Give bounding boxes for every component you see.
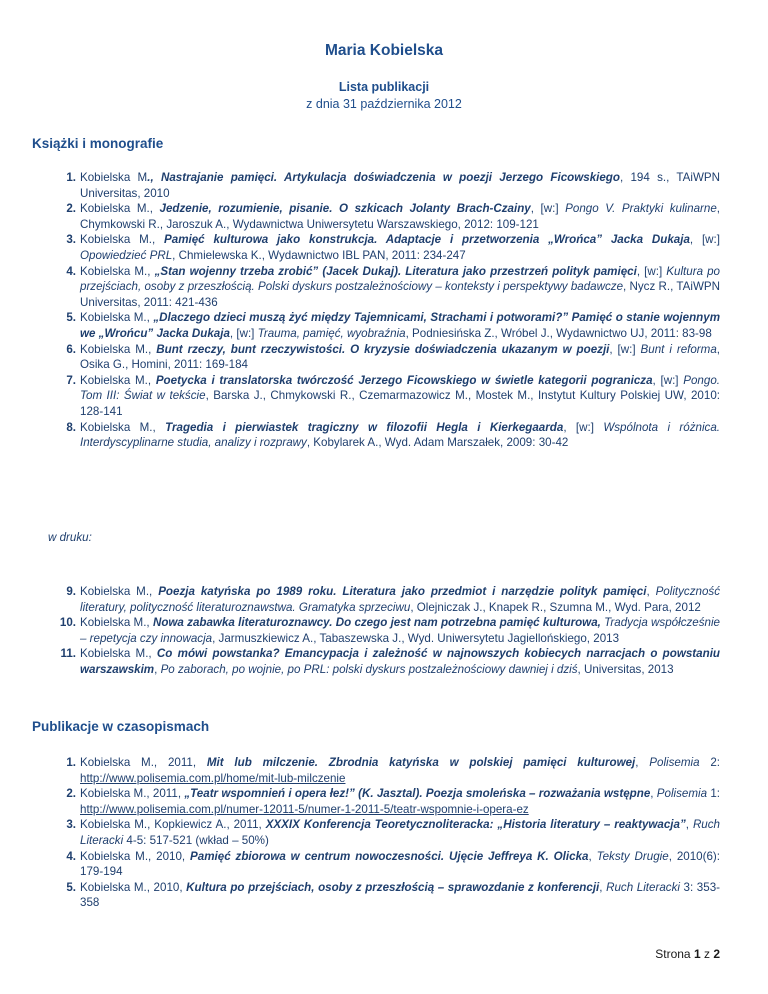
item-number: 1. — [66, 756, 76, 769]
item-separator: , [w:] — [636, 264, 667, 278]
list-item — [32, 615, 720, 646]
item-number: 8. — [66, 420, 76, 434]
list-item — [32, 264, 720, 311]
item-separator: , — [635, 756, 650, 769]
item-title: „Dlaczego dzieci muszą żyć między Tajemnicami, Strachami i potworami?” Pamięć o stanie wojennym we „Wrońcu” Jacka Dukaja — [80, 311, 721, 340]
item-title: „Teatr wspomnień i opera łez!” (K. Jasztal). Poezja smoleńska – rozważania wstępne — [184, 787, 651, 801]
item-separator: , — [650, 787, 657, 801]
item-title: Nowa zabawka literaturoznawcy. Do czego jest nam potrzebna pamięć kulturowa, — [152, 616, 601, 630]
item-separator: , — [685, 818, 693, 832]
item-details: , Chmielewska K., Wydawnictwo IBL PAN, 2011: 234-247 — [172, 248, 466, 262]
item-source: Opowiedzieć PRL — [80, 248, 173, 262]
author-name: Maria Kobielska — [324, 42, 444, 59]
list-item — [32, 420, 720, 451]
item-title: Poezja katyńska po 1989 roku. Literatura jako przedmiot i narzędzie polityk pamięci — [158, 585, 647, 598]
item-title: Pamięć zbiorowa w centrum nowoczesności. Ujęcie Jeffreya K. Olicka — [190, 849, 589, 863]
item-details: , Barska J., Chmykowski R., Czemarmazowicz M., Mostek M., Instytut Kultury Polskiej UW, 2010: 128-141 — [80, 389, 721, 418]
item-source: Polityczność literatury, polityczność literaturoznawstwa. Gramatyka sprzeciwu — [80, 585, 720, 614]
footer-separator: z — [700, 947, 714, 961]
item-link[interactable]: http://www.polisemia.com.pl/numer-12011-5/numer-1-2011-5/teatr-wspomnie-i-opera-ez — [80, 802, 529, 816]
list-item — [32, 232, 720, 263]
item-author: Kobielska M., — [80, 311, 154, 325]
item-title: Co mówi powstanka? Emancypacja i zależność w najnowszych kobiecych narracjach o powstaniu warszawskim — [80, 647, 721, 676]
item-details: 2: — [699, 756, 721, 769]
list-item — [32, 786, 720, 817]
item-number: 9. — [66, 585, 76, 598]
item-source: Bunt i reforma — [640, 342, 717, 356]
item-title: Tragedia i pierwiastek tragiczny w filozofii Hegla i Kierkegaarda — [165, 420, 564, 434]
item-source: Kultura po przejściach, osoby z przeszłością. Polski dyskurs postzależnościowy – konteksty i perspektywy badawcze — [80, 264, 721, 294]
item-number: 10. — [59, 616, 76, 630]
item-separator: , [w:] — [609, 342, 641, 356]
item-source: Polisemia — [656, 787, 708, 801]
item-author: Kobielska M., — [80, 647, 157, 661]
item-author: Kobielska M., — [80, 202, 160, 216]
footer-prefix: Strona — [655, 947, 694, 961]
page-footer — [655, 947, 720, 961]
list-item — [32, 342, 720, 373]
item-author: Kobielska M., Kopkiewicz A., 2011, — [80, 818, 266, 832]
item-details: , 2010(6): 179-194 — [80, 849, 721, 879]
item-separator: , — [646, 585, 656, 598]
item-number: 11. — [60, 647, 76, 661]
item-number: 7. — [66, 373, 76, 387]
item-details: , Kobylarek A., Wyd. Adam Marszałek, 2009: 30-42 — [306, 436, 569, 450]
list-item — [32, 201, 720, 232]
item-source: Tradycja współcześnie – repetycja czy innowacja — [80, 616, 721, 645]
item-title: Pamięć kulturowa jako konstrukcja. Adaptacje i przetworzenia „Wrońca” Jacka Dukaja — [164, 233, 690, 247]
item-number: 5. — [66, 880, 76, 894]
item-separator: , — [599, 880, 607, 894]
item-source: Ruch Literacki — [80, 818, 721, 847]
item-number: 2. — [66, 787, 76, 801]
item-details: , Osika G., Homini, 2011: 169-184 — [80, 342, 721, 372]
item-author: Kobielska M., — [80, 264, 155, 278]
item-number: 4. — [66, 849, 76, 863]
item-separator: , [w:] — [689, 233, 720, 247]
item-source: Pongo. Tom III: Świat w tekście — [80, 373, 720, 403]
books-heading: Książki i monografie — [32, 136, 164, 151]
item-separator: , — [154, 662, 161, 676]
list-item — [32, 170, 720, 201]
item-author: Kobielska M., — [80, 585, 159, 598]
item-number: 2. — [66, 202, 76, 216]
item-separator: , 194 s., TAiWPN Universitas, 2010 — [80, 171, 720, 200]
item-title: Jedzenie, rozumienie, pisanie. O szkicach Jolanty Brach-Czainy — [159, 202, 531, 216]
item-author: Kobielska M., 2010, — [80, 880, 187, 894]
item-author: Kobielska M., 2011, — [80, 756, 207, 769]
document-subtitle: Lista publikacji — [338, 80, 430, 94]
journals-list — [32, 755, 720, 911]
item-author: Kobielska M., 2010, — [80, 849, 191, 863]
item-source: Trauma, pamięć, wyobraźnia — [257, 326, 406, 340]
item-separator: , [w:] — [229, 326, 258, 340]
item-source: Ruch Literacki — [606, 880, 680, 894]
item-source: Wspólnota i różnica. Interdyscyplinarne studia, analizy i rozprawy — [80, 420, 720, 450]
item-link[interactable]: http://www.polisemia.com.pl/home/mit-lub-milczenie — [80, 771, 346, 785]
item-number: 1. — [66, 171, 76, 184]
item-details: , Olejniczak J., Knapek R., Szumna M., Wyd. Para, 2012 — [410, 600, 701, 614]
item-details: 4-5: 517-521 (wkład – 50%) — [123, 833, 269, 847]
item-number: 4. — [66, 264, 76, 278]
list-item — [32, 584, 720, 615]
item-number: 5. — [66, 311, 76, 325]
item-details: 1: — [707, 787, 721, 801]
in-press-label: w druku: — [48, 531, 92, 544]
item-title: Poetycka i translatorska twórczość Jerzego Ficowskiego w świetle kategorii pogranicza — [155, 373, 653, 387]
item-number: 3. — [66, 233, 76, 247]
item-details: , Podniesińska Z., Wróbel J., Wydawnictwo UJ, 2011: 83-98 — [405, 326, 712, 340]
item-source: Polisemia — [649, 756, 700, 769]
footer-page-total: 2 — [713, 947, 720, 961]
item-separator: , [w:] — [652, 373, 684, 387]
item-details: 3: 353-358 — [80, 880, 721, 910]
item-details: , Jarmuszkiewicz A., Tabaszewska J., Wyd. Uniwersytetu Jagiellońskiego, 2013 — [212, 631, 620, 645]
list-item — [32, 373, 720, 420]
item-title: Kultura po przejściach, osoby z przeszłością – sprawozdanie z konferencji — [186, 880, 600, 894]
list-item — [32, 817, 720, 848]
item-source: Po zaborach, po wojnie, po PRL: polski dyskurs postzależnościowy dawniej i dziś — [160, 662, 578, 676]
list-item — [32, 880, 720, 911]
list-item — [32, 310, 720, 341]
item-author: Kobielska M., — [80, 420, 166, 434]
item-author: Kobielska M., — [80, 342, 157, 356]
item-details: , Universitas, 2013 — [577, 662, 674, 676]
item-author: Kobielska M., — [80, 616, 153, 630]
item-title: XXXIX Konferencja Teoretycznoliteracka: „Historia literatury – reaktywacja” — [265, 818, 686, 832]
item-title: Bunt rzeczy, bunt rzeczywistości. O kryzysie doświadczenia ukazanym w poezji — [156, 342, 610, 356]
list-item — [32, 755, 720, 786]
item-source: Pongo V. Praktyki kulinarne — [565, 202, 717, 216]
item-author: Kobielska M., — [80, 233, 165, 247]
item-separator: , [w:] — [563, 420, 604, 434]
item-separator: , — [588, 849, 597, 863]
footer-page-number: 1 — [693, 947, 701, 961]
item-number: 6. — [66, 342, 76, 356]
item-details: , Chymkowski R., Jaroszuk A., Wydawnictwa Uniwersytetu Warszawskiego, 2012: 109-121 — [80, 202, 721, 231]
in-press-list — [32, 584, 720, 678]
item-title: „Stan wojenny trzeba zrobić” (Jacek Dukaj). Literatura jako przestrzeń polityk pamięci — [154, 264, 637, 278]
list-item — [32, 849, 720, 880]
books-list — [32, 170, 720, 451]
journals-heading: Publikacje w czasopismach — [32, 719, 210, 734]
item-author: Kobielska M., — [80, 373, 156, 387]
list-item — [32, 646, 720, 677]
item-source: Teksty Drugie — [596, 849, 669, 863]
item-author: Kobielska M., 2011, — [80, 787, 185, 801]
item-number: 3. — [66, 818, 76, 832]
item-title: ., Nastrajanie pamięci. Artykulacja doświadczenia w poezji Jerzego Ficowskiego — [147, 171, 620, 184]
item-details: , Nycz R., TAiWPN Universitas, 2011: 421-436 — [80, 280, 720, 309]
item-separator: , [w:] — [530, 202, 566, 216]
item-title: Mit lub milczenie. Zbrodnia katyńska w polskiej pamięci kulturowej — [206, 756, 636, 769]
item-author: Kobielska M — [80, 171, 148, 184]
document-date: z dnia 31 października 2012 — [306, 97, 462, 111]
